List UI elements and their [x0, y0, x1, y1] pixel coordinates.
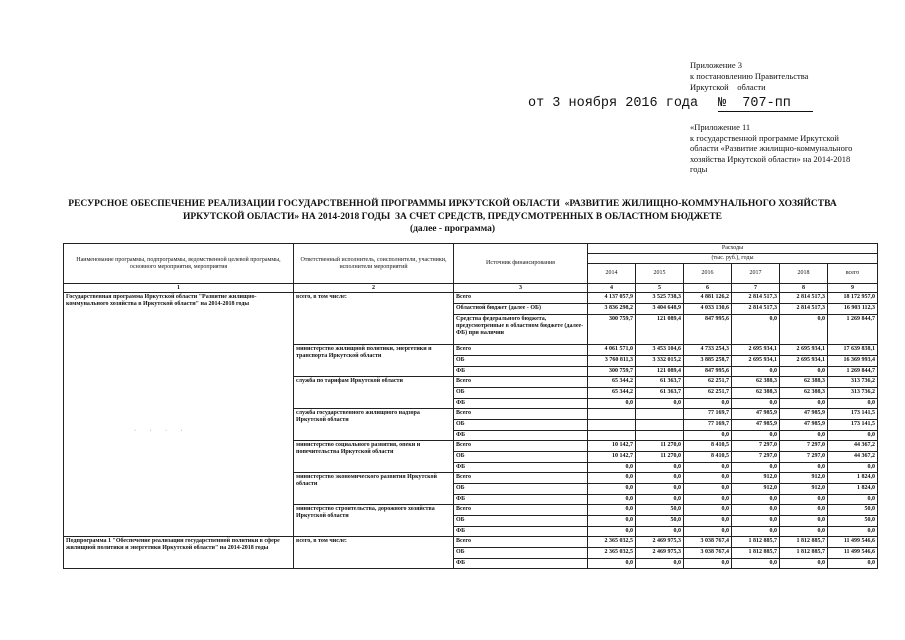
year-value-cell: 47 985,9: [732, 420, 780, 431]
year-value-cell: 0,0: [636, 495, 684, 505]
year-value-cell: [588, 420, 636, 431]
responsible-cell: служба государственного жилищного надзора Иркутской области: [294, 409, 454, 441]
year-value-cell: 121 089,4: [636, 367, 684, 377]
year-value-cell: 62 388,3: [732, 377, 780, 388]
year-value-cell: 0,0: [780, 367, 828, 377]
header-responsible: Ответственный исполнитель, соисполнители, участники, исполнители мероприятий: [294, 244, 454, 284]
year-value-cell: 3 525 738,3: [636, 293, 684, 304]
source-cell: Всего: [454, 377, 588, 388]
source-cell: ФБ: [454, 495, 588, 505]
year-value-cell: 0,0: [732, 516, 780, 527]
year-value-cell: 3 836 298,2: [588, 304, 636, 315]
year-value-cell: 8 410,5: [684, 441, 732, 452]
year-value-cell: 0,0: [636, 484, 684, 495]
source-cell: Всего: [454, 505, 588, 516]
year-value-cell: 0,0: [684, 473, 732, 484]
year-value-cell: 0,0: [684, 495, 732, 505]
year-value-cell: 4 137 057,9: [588, 293, 636, 304]
year-value-cell: 4 033 130,6: [684, 304, 732, 315]
column-index: 2: [294, 284, 454, 293]
year-value-cell: 0,0: [588, 516, 636, 527]
year-value-cell: [636, 431, 684, 441]
year-value-cell: 2 814 517,3: [732, 304, 780, 315]
year-value-cell: [588, 431, 636, 441]
year-value-cell: 0,0: [684, 431, 732, 441]
year-value-cell: 847 995,6: [684, 315, 732, 345]
year-value-cell: 0,0: [732, 505, 780, 516]
source-cell: Всего: [454, 441, 588, 452]
source-cell: Средства федерального бюджета, предусмотренные в областном бюджете (далее-ФБ) при наличии: [454, 315, 588, 345]
year-value-cell: 2 365 032,5: [588, 537, 636, 548]
total-value-cell: 11 499 546,6: [828, 548, 878, 559]
year-value-cell: 62 388,3: [780, 377, 828, 388]
year-value-cell: 50,0: [636, 505, 684, 516]
source-cell: ОБ: [454, 516, 588, 527]
year-value-cell: 10 142,7: [588, 441, 636, 452]
title-line-3: (далее - программа): [409, 224, 496, 234]
source-cell: Всего: [454, 537, 588, 548]
year-value-cell: 2 814 517,3: [732, 293, 780, 304]
year-value-cell: 0,0: [588, 399, 636, 409]
resource-table: [63, 243, 878, 569]
table-row: [64, 293, 878, 304]
year-value-cell: 47 985,9: [732, 409, 780, 420]
total-value-cell: 1 269 844,7: [828, 367, 878, 377]
source-cell: Всего: [454, 345, 588, 356]
year-value-cell: [636, 420, 684, 431]
total-value-cell: 11 499 546,6: [828, 537, 878, 548]
year-value-cell: 0,0: [732, 463, 780, 473]
year-value-cell: 2 695 934,1: [780, 356, 828, 367]
year-value-cell: 2 814 517,3: [780, 304, 828, 315]
year-value-cell: 0,0: [684, 484, 732, 495]
header-year: 2015: [636, 264, 684, 284]
appendix-11-line: области «Развитие жилищно-коммунального: [690, 143, 853, 153]
header-expenses: Расходы: [588, 244, 878, 254]
table-row: [64, 537, 878, 548]
year-value-cell: 3 404 648,9: [636, 304, 684, 315]
year-value-cell: 0,0: [780, 315, 828, 345]
year-value-cell: 62 388,3: [780, 388, 828, 399]
title-line-2: ИРКУТСКОЙ ОБЛАСТИ» НА 2014-2018 ГОДЫ ЗА СЧЕТ СРЕДСТВ, ПРЕДУСМОТРЕННЫХ В ОБЛАСТНОМ БЮДЖЕТЕ: [182, 211, 722, 222]
total-value-cell: 0,0: [828, 431, 878, 441]
appendix-11-line: к государственной программе Иркутской: [690, 132, 839, 143]
total-value-cell: 44 367,2: [828, 441, 878, 452]
year-value-cell: 0,0: [636, 463, 684, 473]
appendix-11-line: хозяйства Иркутской области» на 2014-2018: [690, 153, 851, 164]
year-value-cell: 2 365 032,5: [588, 548, 636, 559]
source-cell: ОБ: [454, 420, 588, 431]
page-header: [0, 0, 905, 200]
source-cell: Всего: [454, 293, 588, 304]
source-cell: ОБ: [454, 548, 588, 559]
year-value-cell: 4 061 571,0: [588, 345, 636, 356]
year-value-cell: 0,0: [684, 559, 732, 569]
resource-table-wrap: [63, 243, 877, 569]
year-value-cell: 121 089,4: [636, 315, 684, 345]
year-value-cell: 1 812 885,7: [732, 537, 780, 548]
year-value-cell: 65 344,2: [588, 388, 636, 399]
year-value-cell: 3 038 767,4: [684, 548, 732, 559]
year-value-cell: 4 733 254,3: [684, 345, 732, 356]
year-value-cell: 11 270,0: [636, 441, 684, 452]
header-program-name: Наименование программы, подпрограммы, ведомственной целевой программы, основного мероприятия, мероприятия: [64, 244, 294, 284]
year-value-cell: 912,0: [732, 484, 780, 495]
year-value-cell: 50,0: [636, 516, 684, 527]
year-value-cell: 0,0: [588, 495, 636, 505]
appendix-3-line: Приложение 3: [690, 60, 742, 70]
source-cell: ФБ: [454, 399, 588, 409]
source-cell: ФБ: [454, 527, 588, 537]
year-value-cell: 0,0: [636, 527, 684, 537]
year-value-cell: 4 881 126,2: [684, 293, 732, 304]
year-value-cell: 0,0: [780, 559, 828, 569]
header-total: всего: [828, 264, 878, 284]
year-value-cell: 3 038 767,4: [684, 537, 732, 548]
year-value-cell: 0,0: [780, 516, 828, 527]
year-value-cell: 0,0: [588, 473, 636, 484]
year-value-cell: 2 695 934,1: [732, 356, 780, 367]
year-value-cell: 8 410,5: [684, 452, 732, 463]
year-value-cell: 11 270,0: [636, 452, 684, 463]
source-cell: ОБ: [454, 484, 588, 495]
year-value-cell: 0,0: [684, 463, 732, 473]
year-value-cell: 2 469 975,3: [636, 537, 684, 548]
header-source: Источник финансирования: [454, 244, 588, 284]
year-value-cell: 300 759,7: [588, 315, 636, 345]
total-value-cell: 16 369 993,4: [828, 356, 878, 367]
decree-number: № 707-пп: [718, 96, 813, 112]
source-cell: ОБ: [454, 356, 588, 367]
source-cell: ФБ: [454, 463, 588, 473]
total-value-cell: 0,0: [828, 463, 878, 473]
total-value-cell: 0,0: [828, 559, 878, 569]
total-value-cell: 313 736,2: [828, 377, 878, 388]
column-index: 3: [454, 284, 588, 293]
responsible-cell: служба по тарифам Иркутской области: [294, 377, 454, 409]
year-value-cell: 912,0: [780, 473, 828, 484]
decree-date: от 3 ноября 2016 года: [528, 96, 699, 111]
year-value-cell: 3 453 104,6: [636, 345, 684, 356]
year-value-cell: 0,0: [588, 527, 636, 537]
year-value-cell: 847 995,6: [684, 367, 732, 377]
year-value-cell: 0,0: [732, 431, 780, 441]
year-value-cell: 0,0: [684, 527, 732, 537]
year-value-cell: 0,0: [684, 516, 732, 527]
year-value-cell: 0,0: [588, 559, 636, 569]
total-value-cell: 1 269 844,7: [828, 315, 878, 345]
year-value-cell: [636, 409, 684, 420]
year-value-cell: 300 759,7: [588, 367, 636, 377]
year-value-cell: 1 812 885,7: [780, 548, 828, 559]
year-value-cell: 1 812 885,7: [780, 537, 828, 548]
year-value-cell: 65 344,2: [588, 377, 636, 388]
year-value-cell: 0,0: [780, 463, 828, 473]
total-value-cell: 0,0: [828, 527, 878, 537]
header-row: [64, 244, 878, 254]
responsible-cell: всего, в том числе:: [294, 537, 454, 569]
total-value-cell: 173 141,5: [828, 409, 878, 420]
total-value-cell: 16 903 112,3: [828, 304, 878, 315]
year-value-cell: 0,0: [732, 399, 780, 409]
column-index: 1: [64, 284, 294, 293]
year-value-cell: 0,0: [588, 463, 636, 473]
source-cell: Областной бюджет (далее - ОБ): [454, 304, 588, 315]
source-cell: ОБ: [454, 388, 588, 399]
source-cell: Всего: [454, 409, 588, 420]
scan-artifact-dots: · · · ·: [134, 428, 189, 434]
year-value-cell: 47 985,9: [780, 420, 828, 431]
year-value-cell: 0,0: [780, 527, 828, 537]
year-value-cell: 0,0: [588, 505, 636, 516]
appendix-11-block: [690, 122, 900, 175]
year-value-cell: 0,0: [588, 484, 636, 495]
total-value-cell: 1 824,0: [828, 473, 878, 484]
year-value-cell: 0,0: [636, 559, 684, 569]
appendix-11-line: «Приложение 11: [690, 122, 751, 132]
responsible-cell: министерство строительства, дорожного хозяйства Иркутской области: [294, 505, 454, 537]
year-value-cell: 0,0: [732, 315, 780, 345]
appendix-3-line: Иркутской области: [690, 82, 766, 92]
total-value-cell: 50,0: [828, 516, 878, 527]
total-value-cell: 313 736,2: [828, 388, 878, 399]
year-value-cell: 0,0: [732, 527, 780, 537]
header-year: 2017: [732, 264, 780, 284]
column-index-row: [64, 284, 878, 293]
total-value-cell: 0,0: [828, 495, 878, 505]
total-value-cell: 44 367,2: [828, 452, 878, 463]
document-title: [30, 198, 875, 236]
year-value-cell: 3 885 258,7: [684, 356, 732, 367]
column-index: 9: [828, 284, 878, 293]
source-cell: Всего: [454, 473, 588, 484]
year-value-cell: 62 251,7: [684, 377, 732, 388]
year-value-cell: 3 332 015,2: [636, 356, 684, 367]
source-cell: ФБ: [454, 367, 588, 377]
year-value-cell: 0,0: [732, 367, 780, 377]
column-index: 7: [732, 284, 780, 293]
total-value-cell: 1 824,0: [828, 484, 878, 495]
header-units: (тыс. руб.), годы: [588, 254, 878, 264]
responsible-cell: всего, в том числе:: [294, 293, 454, 345]
total-value-cell: 17 639 838,1: [828, 345, 878, 356]
column-index: 6: [684, 284, 732, 293]
total-value-cell: 50,0: [828, 505, 878, 516]
year-value-cell: 77 169,7: [684, 420, 732, 431]
responsible-cell: министерство социального развития, опеки и попечительства Иркутской области: [294, 441, 454, 473]
year-value-cell: 2 814 517,3: [780, 293, 828, 304]
header-year: 2018: [780, 264, 828, 284]
year-value-cell: 0,0: [732, 495, 780, 505]
year-value-cell: 2 695 934,1: [780, 345, 828, 356]
header-year: 2014: [588, 264, 636, 284]
responsible-cell: министерство экономического развития Иркутской области: [294, 473, 454, 505]
year-value-cell: 62 251,7: [684, 388, 732, 399]
year-value-cell: 77 169,7: [684, 409, 732, 420]
appendix-11-line: годы: [690, 164, 708, 174]
table-body: [64, 244, 878, 569]
total-value-cell: 0,0: [828, 399, 878, 409]
program-name-cell: Государственная программа Иркутской области "Развитие жилищно-коммунального хозяйства в Иркутской области" на 2014-2018 годы: [64, 293, 294, 537]
year-value-cell: 0,0: [684, 399, 732, 409]
header-year: 2016: [684, 264, 732, 284]
year-value-cell: 47 985,9: [780, 409, 828, 420]
source-cell: ФБ: [454, 559, 588, 569]
year-value-cell: 7 297,0: [780, 441, 828, 452]
title-line-1: РЕСУРСНОЕ ОБЕСПЕЧЕНИЕ РЕАЛИЗАЦИИ ГОСУДАРСТВЕННОЙ ПРОГРАММЫ ИРКУТСКОЙ ОБЛАСТИ «РАЗВИТИЕ ЖИЛИЩНО-КОММУНАЛЬНОГО ХОЗЯЙСТВА: [68, 199, 837, 209]
appendix-3-line: к постановлению Правительства: [690, 71, 809, 81]
total-value-cell: 18 172 957,0: [828, 293, 878, 304]
year-value-cell: 10 142,7: [588, 452, 636, 463]
source-cell: ОБ: [454, 452, 588, 463]
year-value-cell: 0,0: [780, 399, 828, 409]
year-value-cell: 0,0: [780, 505, 828, 516]
year-value-cell: 0,0: [780, 431, 828, 441]
column-index: 4: [588, 284, 636, 293]
year-value-cell: 7 297,0: [732, 441, 780, 452]
year-value-cell: 912,0: [780, 484, 828, 495]
year-value-cell: 0,0: [636, 399, 684, 409]
year-value-cell: 0,0: [732, 559, 780, 569]
column-index: 8: [780, 284, 828, 293]
year-value-cell: 0,0: [684, 505, 732, 516]
year-value-cell: 3 760 811,3: [588, 356, 636, 367]
responsible-cell: министерство жилищной политики, энергетики и транспорта Иркутской области: [294, 345, 454, 377]
year-value-cell: 1 812 885,7: [732, 548, 780, 559]
year-value-cell: 62 388,3: [732, 388, 780, 399]
source-cell: ФБ: [454, 431, 588, 441]
total-value-cell: 173 141,5: [828, 420, 878, 431]
year-value-cell: 7 297,0: [732, 452, 780, 463]
year-value-cell: 2 695 934,1: [732, 345, 780, 356]
appendix-3-block: [690, 60, 890, 93]
subprogram-name-cell: Подпрограмма 1 "Обеспечение реализации государственной политики в сфере жилищной политики и энергетики Иркутской области" на 2014-2018 годы: [64, 537, 294, 569]
column-index: 5: [636, 284, 684, 293]
year-value-cell: 2 469 975,3: [636, 548, 684, 559]
year-value-cell: [588, 409, 636, 420]
year-value-cell: 0,0: [780, 495, 828, 505]
year-value-cell: 912,0: [732, 473, 780, 484]
year-value-cell: 0,0: [636, 473, 684, 484]
year-value-cell: 61 363,7: [636, 377, 684, 388]
year-value-cell: 7 297,0: [780, 452, 828, 463]
year-value-cell: 61 363,7: [636, 388, 684, 399]
